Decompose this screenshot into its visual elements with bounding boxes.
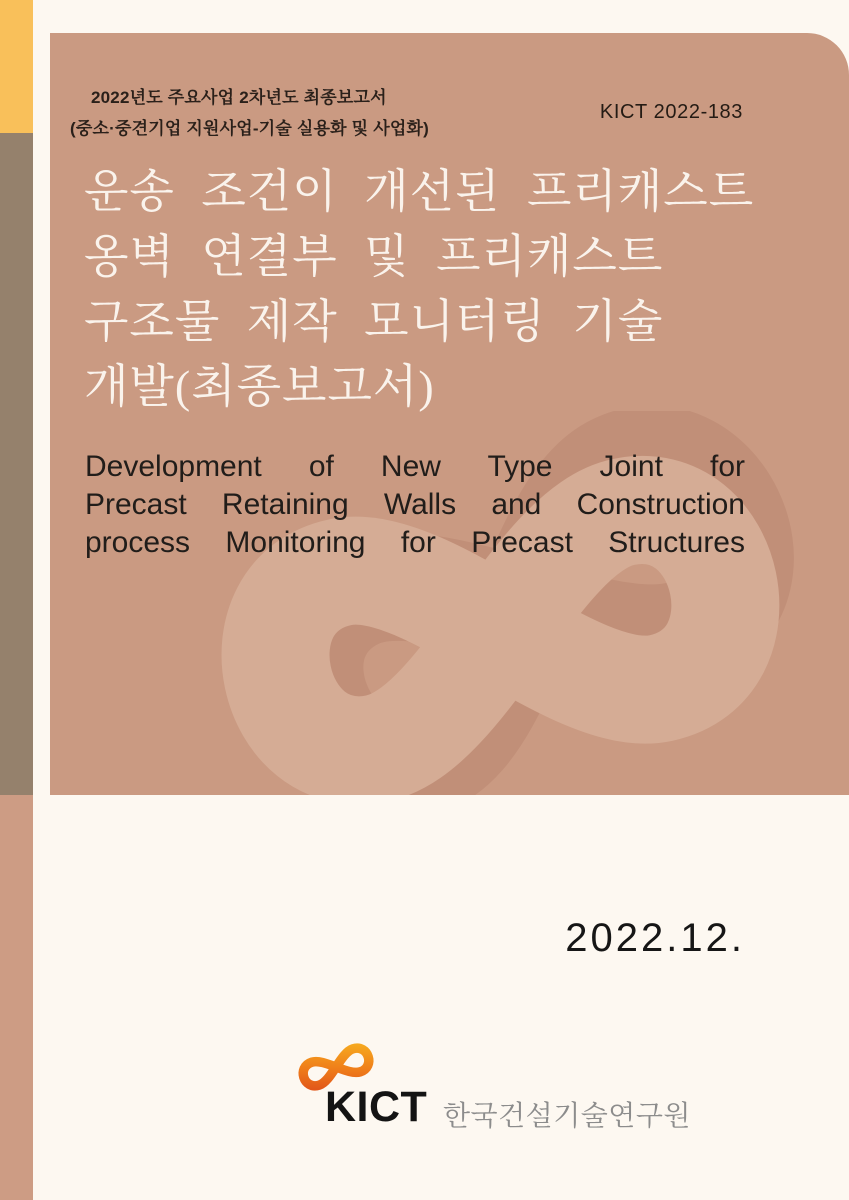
cover-title <box>84 159 764 419</box>
left-stripe-brown <box>0 133 33 795</box>
cover-subtitle-line-1: Development of New Type Joint for <box>85 450 745 483</box>
cover-subtitle-line-3: process Monitoring for Precast Structures <box>85 526 745 559</box>
cover-title-line-2: 옹벽 연결부 및 프리캐스트 <box>84 231 664 282</box>
report-series-line2: (중소·중견기업 지원사업-기술 실용화 및 사업화) <box>70 119 429 138</box>
kict-logo-acronym: KICT <box>325 1083 428 1131</box>
kict-logo <box>283 1036 713 1138</box>
report-series <box>70 82 429 144</box>
kict-logo-org-name: 한국건설기술연구원 <box>443 1100 691 1131</box>
cover-title-line-3: 구조물 제작 모니터링 기술 <box>84 296 664 347</box>
cover-subtitle-line-2: Precast Retaining Walls and Construction <box>85 488 745 521</box>
cover-title-line-4: 개발(최종보고서) <box>84 361 435 412</box>
cover-subtitle <box>85 448 745 562</box>
left-stripe-yellow <box>0 0 33 133</box>
report-series-line1: 2022년도 주요사업 2차년도 최종보고서 <box>91 88 387 107</box>
cover-title-line-1: 운송 조건이 개선된 프리캐스트 <box>84 166 755 217</box>
left-stripe-salmon <box>0 795 33 1200</box>
publication-date: 2022.12. <box>565 916 745 960</box>
report-number: KICT 2022-183 <box>599 101 743 123</box>
cover-panel <box>50 33 849 795</box>
